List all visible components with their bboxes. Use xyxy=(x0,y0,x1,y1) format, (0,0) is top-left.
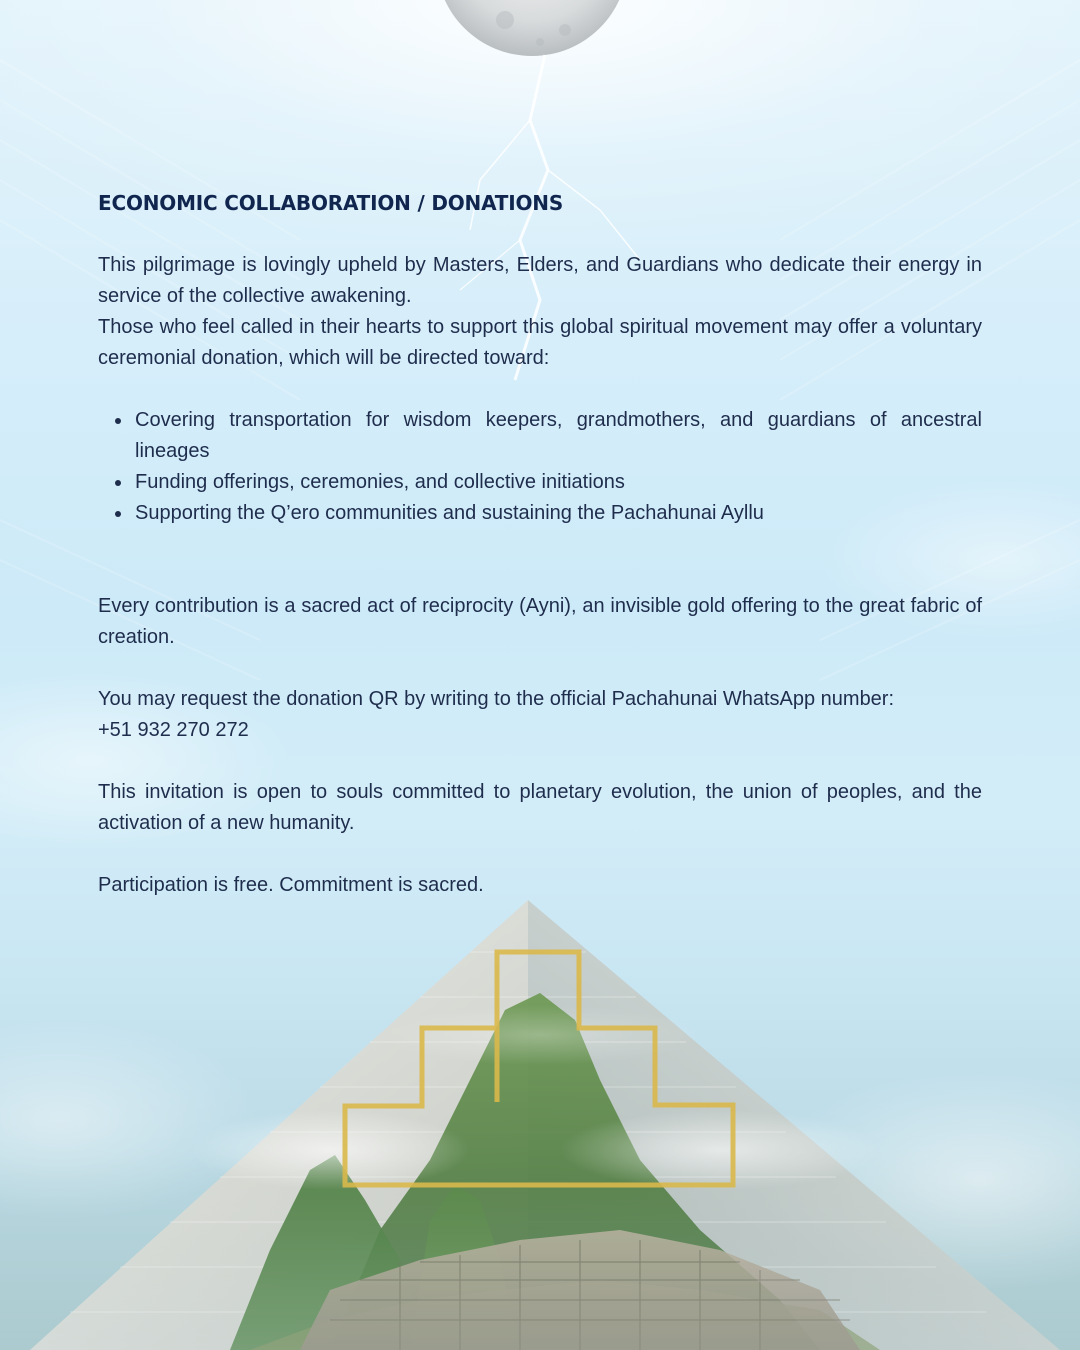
intro-paragraph-2: Those who feel called in their hearts to support this global spiritual movement may offer a voluntary ceremonial donation, which will be directed toward: xyxy=(98,316,982,369)
reciprocity-paragraph: Every contribution is a sacred act of reciprocity (Ayni), an invisible gold offering to the great fabric of creation. xyxy=(98,595,982,648)
whatsapp-number[interactable]: +51 932 270 272 xyxy=(98,719,249,741)
intro-paragraph-1: This pilgrimage is lovingly upheld by Masters, Elders, and Guardians who dedicate their energy in service of the collective awakening. xyxy=(98,254,982,307)
bullet-icon xyxy=(115,418,121,424)
donation-uses-list xyxy=(98,405,982,529)
closing-statement: Participation is free. Commitment is sacred. xyxy=(98,874,484,896)
donations-section xyxy=(98,188,982,901)
invitation-paragraph: This invitation is open to souls committed to planetary evolution, the union of peoples, and the activation of a new humanity. xyxy=(98,781,982,834)
list-item: Supporting the Q’ero communities and sustaining the Pachahunai Ayllu xyxy=(135,498,982,529)
section-heading: ECONOMIC COLLABORATION / DONATIONS xyxy=(98,191,564,215)
whatsapp-request-text: You may request the donation QR by writing to the official Pachahunai WhatsApp number: xyxy=(98,688,895,710)
bullet-icon xyxy=(115,511,121,517)
list-item: Covering transportation for wisdom keepers, grandmothers, and guardians of ancestral lineages xyxy=(135,405,982,467)
bullet-icon xyxy=(115,480,121,486)
list-item: Funding offerings, ceremonies, and collective initiations xyxy=(135,467,982,498)
